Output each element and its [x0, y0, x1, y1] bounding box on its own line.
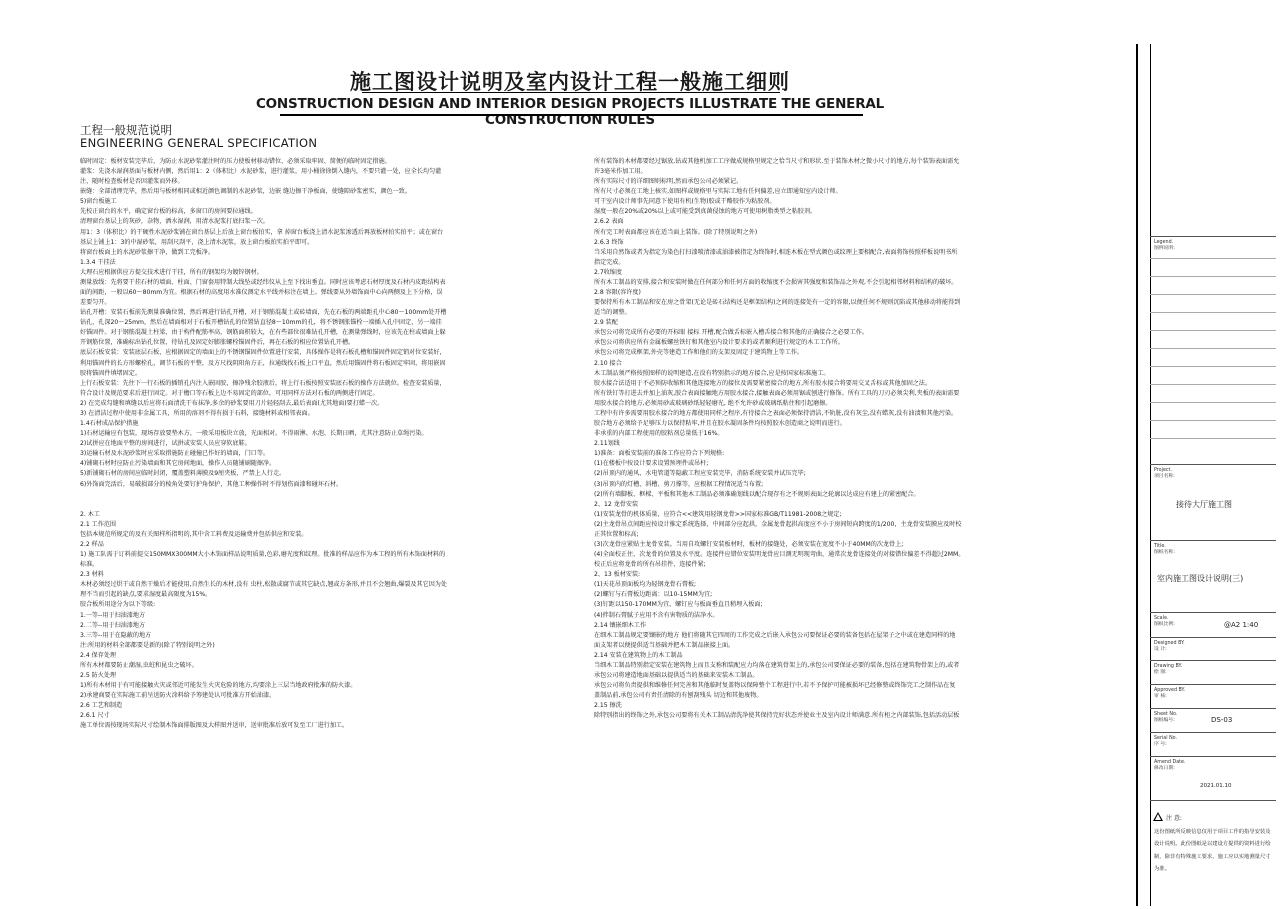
spec-line: 2.2 样品: [80, 540, 104, 548]
spec-text-left-column: [80, 157, 572, 847]
spec-line: 2)承建商要在实际施工前呈送防火涂料给予筹建处认可批准方开始油漆。: [80, 692, 276, 700]
spec-line: 2) 在完成勾缝和填缝以后应将石面清洗干布抹净,多余的砂浆要用刀片轻轻刮去,最后表面(尤其地面)要打蜡一次。: [80, 399, 384, 407]
spec-line: 临时固定：板材安装完毕后，为防止水泥砂浆灌注时的压力使板材移动错位，必须采取牢固、简便的临时固定措施。: [80, 158, 391, 165]
spec-line: 2、13 板材安装:: [594, 571, 641, 579]
spec-line: 承包公司将完成框架,外壳等建造工作和他们的支架及固定于建筑物上等工作。: [594, 349, 804, 357]
spec-text-right-column: [594, 157, 1076, 847]
legend-label: Legend.: [1154, 240, 1174, 245]
title-block-divider: [1150, 756, 1276, 757]
title-english-underline: [280, 114, 863, 116]
spec-line: 1)所有木材用于有可能接触火灾或邻近可能发生火灾危险的地方,均要涂上三层当地政府批准的防火漆。: [80, 682, 357, 690]
spec-line: 2.6.1 尺寸: [80, 712, 110, 720]
section-heading: 工程一般规范说明: [80, 123, 172, 137]
spec-line: 胶将锚固件填堵固定。: [80, 369, 141, 377]
legend-row-line: [1150, 420, 1276, 421]
amend-date: 2021.01.10: [1200, 783, 1232, 789]
spec-line: 嵌缝：全部清理完毕，然后用与板材相同或相近颜色调制的水泥砂浆，边嵌 缝边擦干净板面，使缝隙砂浆密实，颜色一致。: [80, 188, 411, 196]
spec-line: 3.三等--用于在隐蔽的地方: [80, 631, 152, 639]
amend-date-label: Amend Date.: [1154, 760, 1186, 765]
legend-row-line: [1150, 258, 1276, 259]
spec-line: 当细木工制品特别指定安装在建筑物上而且支称和装配应力均落在建筑骨架上的,承包公司要保证必要的装备,包括在建筑物骨架上的,或者: [594, 661, 960, 669]
spec-line: 清理窗台基层上的灰砂，杂物，洒水湿润，用清水泥浆打底扫浆一次。: [80, 218, 269, 226]
approved-label: Approved BY.: [1154, 688, 1186, 693]
spec-line: 许3毫米作加工用。: [594, 168, 647, 176]
spec-line: 在细木工制品规定要镶嵌的地方 他们将随其它四周的工作完成之后嵌入承包公司要保证必要的装备包括在屋架子之中或在建造同样的地: [594, 631, 956, 639]
note-title: 注 意:: [1166, 815, 1182, 822]
title-block-divider: [1150, 540, 1276, 541]
spec-line: 所有实际尺寸的详细图则标明,然而承包公司必须紧记。: [594, 178, 743, 186]
sheet-number: DS-03: [1211, 716, 1233, 724]
spec-line: 可干室内设计师事先同意下使用有机(生物)胶或干酪胶作为粘胶剂。: [594, 198, 776, 206]
legend-row-line: [1150, 402, 1276, 403]
spec-line: 好锚固件。对于钢筋混凝土柱梁，由于构件配筋率高，钢筋面积较大，在有些部位很难钻孔开槽，在测量弹线时，应该先在柱或墙面上躲: [80, 329, 446, 337]
project-label: Project.: [1154, 468, 1172, 473]
spec-line: 正其位置和标高;: [594, 530, 639, 538]
spec-line: 2.3 材料: [80, 571, 104, 579]
spec-line: 面的间距，一般以60～80mm为宜。根据石材的高度用水准仪测定水平线并标注在墙上。弹线要从外墙饰面中心向两侧及上下分格，误: [80, 289, 443, 297]
spec-line: (4)拌制石膏腻子应用不含有害物质的洁净水。: [594, 611, 719, 619]
spec-line: 所有木工制品的安排,接合和安装时做在任何部分和任何方面的收缩度不会损害其强度和装饰品之外观,不会引起相邻材料和结构的破坏。: [594, 278, 958, 286]
spec-line: 2.6 工艺和制造: [80, 702, 123, 710]
spec-line: 将窗台板面上的水泥砂浆擦干净，做到工完板净。: [80, 248, 215, 256]
amend-date-label-cn: 修改日期:: [1154, 766, 1175, 771]
designed-label: Designed BY.: [1154, 641, 1185, 646]
spec-line: 用胶水接合的地方,必须用砂或玻璃砂纸轻轻磨光, 绝不允许砂或玻璃纸粘住和引起磨擦。: [594, 399, 832, 407]
spec-line: 指定完成。: [594, 258, 625, 266]
spec-line: 1.一等--用于扫油漆地方: [80, 611, 146, 619]
spec-line: 2.8 容限(容许度): [594, 289, 641, 297]
serial-label: Serial No.: [1154, 736, 1178, 741]
spec-line: [80, 500, 572, 510]
spec-line: (2)主龙骨吊点间距应按设计推定系统选择，中间部分应起拱，金属龙骨起拱高度应不小于房间短向跨度的1/200，主龙骨安装膜应及时校: [594, 520, 962, 528]
spec-line: 所有铁钉等打进去并加上油灰,胶合表面接触地方用胶水接合,接触表面必须用锯或刨进行修饰。所有工具的刀刃必须尖利,夹板的表面需要: [594, 389, 960, 397]
title-block-divider: [1150, 637, 1276, 638]
spec-line: 利用锚固件的长方形螺栓孔，调节石板的平整，及方尺找阴阳角方正，拉通线找石板上口平直，然后用锚固件将石板固定牢固，将用嵌固: [80, 359, 446, 367]
spec-line: 非承重的内部工程使用的胶粘剂总量低于16%。: [594, 430, 724, 438]
legend-row-line: [1150, 312, 1276, 313]
page-title: 施工图设计说明及室内设计工程一般施工细则: [350, 70, 790, 94]
spec-line: 所有完工时表面都应该在适当面上装饰。(除了特别说明之外): [594, 228, 758, 236]
spec-line: (3)吊顶内的灯槽、斜槽、剪刀撑等，应根据工程情况适当布置;: [594, 480, 764, 488]
approved-label-cn: 审 核:: [1154, 694, 1167, 699]
page-title-english: CONSTRUCTION DESIGN AND INTERIOR DESIGN PROJECTS ILLUSTRATE THE GENERAL CONSTRUCTION RULES: [255, 96, 885, 128]
spec-line: 适当的调整。: [594, 309, 631, 317]
spec-line: 开钢筋位置，准确标出钻孔位置，待钻孔及固定好膨胀螺栓锚固件后，再在石板的相应位置钻孔开槽。: [80, 339, 355, 347]
spec-line: 2.1 工作范围: [80, 520, 117, 528]
spec-line: 2.10 接合: [594, 359, 622, 367]
legend-row-line: [1150, 276, 1276, 277]
spec-line: 基层上铺上1：3的中湿砂浆，用刮尺刮平，浇上清水泥浆，放上窗台板拍实拍平即可。: [80, 238, 314, 246]
spec-line: 底层石板安装：安装底层石板，应根据固定的墙面上的不锈钢锚固件位置进行安装，具体操作是将石板孔槽和锚固件固定销对位安装好，: [80, 349, 446, 357]
spec-line: 2.14 镶嵌细木工作: [594, 621, 647, 629]
spec-line: (2)吊顶内的通风、水电管道等隐蔽工程应安装完毕，消防系统安装并试压完毕;: [594, 470, 806, 478]
spec-line: 测量放线：先将要干挂石材的墙面、柱面、门窗套用特制大线坠或经纬仪从上至下找出垂直。同时应该考虑石材厚度及石材内皮距结构表: [80, 278, 446, 286]
spec-line: 木材必须经过烘干或自然干燥后才能使用,自然生长的木材,没有 虫柱,松散或腐节或其它缺点,翘或方条形,并且不会翘曲,爆裂及其它因为处: [80, 581, 447, 589]
drawing-by-label-cn: 绘 图:: [1154, 670, 1167, 675]
spec-line: 1)石材运输应有包装，现场存放要垫木方，一般采用板块立放，光面相对。不得雨淋、水泡、长期日晒，尤其注意防止草绳污染。: [80, 430, 428, 438]
title-underline: [362, 92, 780, 93]
title-label: Title.: [1154, 544, 1166, 549]
spec-line: 面支架者以便提供适当基础并把木工制品嵌接上面。: [594, 641, 735, 649]
spec-line: 工程中有许多需要用胶水接合的地方都使用同样之程序,有待接合之表面必须保持清洁,不轨脏,没有灰尘,没有蜡灰,没有油渍和其他污染。: [594, 409, 958, 417]
spec-line: (4)全面校正住、次龙骨的位置及水平度。连接件应错位安装明龙骨应目测无明现弯曲，通常次龙骨连接处的对接错位偏差不得超过2MM。: [594, 551, 965, 559]
spec-line: 承包公司将建造地面基础以提供适当的基础来安装木工制品。: [594, 671, 759, 679]
legend-row-line: [1150, 294, 1276, 295]
spec-line: [80, 490, 572, 500]
spec-line: 校正后应将龙骨的所有吊挂件、连接件紧;: [594, 561, 706, 569]
title-block-divider: [1150, 464, 1276, 465]
spec-line: 所有木材都要防止潮湿,虫蛀和昆虫之破坏。: [80, 661, 198, 669]
spec-line: 胶合板所用途分为以下等级:: [80, 601, 156, 609]
spec-line: 木工制品须严格按照图样的说明建造,在没有特别指示的地方接合,应是按国家标准施工。: [594, 369, 830, 377]
scale-label: Scale.: [1154, 616, 1169, 621]
drawing-title: 室内施工图设计说明(三): [1157, 574, 1244, 583]
spec-line: 所有尺寸必须在工地上核实,如图样或规格里与实际工地有任何偏差,应立即通知室内设计师。: [594, 188, 842, 196]
legend-row-line: [1150, 384, 1276, 385]
spec-line: 承包公司将负责提供和维修任何完善和其他临时复盖物以保障整个工程进行中,若不予保护可能被损坏已经修整或终饰完工之制作品在复: [594, 682, 956, 690]
spec-line: 用1：3（体积比）的干硬性水泥砂浆铺在窗台基层上后放上窗台板拍实，拿 掉窗台板浇上清水泥浆渗透后再放板材拍实拍平；或在窗台: [80, 228, 444, 236]
spec-line: 2. 木工: [80, 510, 100, 518]
title-block-divider: [1150, 732, 1276, 733]
spec-line: (1)在楼板中按设计要求设置预埋件或吊杆;: [594, 460, 709, 468]
spec-line: 2.5 防火处理: [80, 671, 117, 679]
spec-line: 包括本规范所规定的及有关图样所指明的,其中含工料费及运输费并包括供应和安装。: [80, 530, 308, 538]
spec-line: 符合设计及规范要求后进行固定。对于檐口等石板上边不易固定的部位，可用同样方法对石板的两侧进行固定。: [80, 389, 379, 397]
spec-line: 1)准备：面板安装前的准备工作应符合下列规格:: [594, 450, 725, 458]
spec-line: 1.4石材成品保护措施: [80, 420, 139, 428]
spec-line: 差要匀开。: [80, 299, 111, 307]
spec-line: (1)天花吊顶面板均为轻钢龙骨石膏板;: [594, 581, 697, 589]
spec-line: 灌浆：先浇水湿润基面与板材内侧，然后用1：2（体积比）水泥砂浆，进行灌浆，用小桶徐徐倒入缝内，不要只灌一处，应全长均匀灌: [80, 168, 442, 176]
title-label-cn: 图纸名称:: [1154, 550, 1175, 555]
project-name: 接待大厅施工图: [1176, 500, 1232, 509]
spec-line: 湿度一般在20%或20%以上或可能受到真菌侵蚀的地方可使用树脂类型之粘胶剂。: [594, 208, 817, 216]
legend-row-line: [1150, 330, 1276, 331]
spec-line: 所有装饰的木材都要经过锯放,钻或其他机加工工序做成规格里规定之恰当尺寸和形状.至于装饰木材之微小尺寸的地方,每个装饰表面需允: [594, 158, 960, 165]
spec-line: (3)钉距以150-170MM为宜，螺钉应与板面垂直且稍埋入板面;: [594, 601, 763, 609]
spec-line: (2)所有墙脚板、框樑、平板和其他木工制品必须准确划线以配合现存有之不规则表面之轮廓以达成应有建上的紧密配合。: [594, 490, 920, 498]
scale-value: @A2 1:40: [1224, 621, 1259, 629]
title-block-divider: [1150, 800, 1276, 801]
spec-line: 钻孔开槽：安装石板前先测量准确位置，然后再进行钻孔开槽，对于钢筋混凝土或砖墙面，先在石板的两端距孔中心80～100mm处开槽: [80, 309, 447, 317]
drawing-by-label: Drawing BY.: [1154, 664, 1182, 669]
spec-line: 注，随时检查板材是否因灌浆而外移。: [80, 178, 184, 186]
spec-line: 2.6.2 表面: [594, 218, 624, 226]
spec-line: 2、12 龙骨安装: [594, 500, 639, 508]
legend-label-cn: 图例说明:: [1154, 246, 1175, 251]
legend-row-line: [1150, 348, 1276, 349]
spec-line: 注:所用的材料全部都要是新的(除了特别说明之外): [80, 641, 215, 649]
title-block-divider: [1150, 684, 1276, 685]
spec-line: 3)运输石材及水泥砂浆时应采取措施防止碰撞已作好的墙面，门口等。: [80, 450, 270, 458]
spec-line: 盖制品前,承包公司有责任清除的有刨刮残头 切边和其他废物。: [594, 692, 763, 700]
scale-label-cn: 图纸比例:: [1154, 622, 1175, 627]
project-label-cn: 项目名称:: [1154, 474, 1175, 479]
designed-label-cn: 设 计:: [1154, 647, 1167, 652]
spec-line: 大理石应根据供应方提交技术进行干挂，所有的钢架均为镀锌钢材。: [80, 268, 263, 276]
spec-line: 要保持所有木工制品和安在房之骨架(无论是砖石结构还是框架结构)之间的连接处有一定的容限,以便任何不规则沉陷或其他移动将能得到: [594, 299, 961, 307]
spec-line: 上行石板安装：先往下一行石板的插销孔内注入嵌固胶，擦净残余胶液后，将上行石板按照安装底石板的操作方法就位。检查安装质量，: [80, 379, 446, 387]
spec-line: (1)安装龙骨的机体质量，应符合<<建筑用轻钢龙骨>>国家标准GB/T11981-2008之规定;: [594, 510, 842, 518]
spec-line: 1.3.4 干挂法: [80, 258, 116, 266]
spec-line: 胶水接合法适用于不必预防收缩和其他连接地方的接位及需要紧密接合的地方,所有胶水接合将要用交叉舌标或其他加固之法。: [594, 379, 932, 387]
section-heading-english: ENGINEERING GENERAL SPECIFICATION: [80, 136, 318, 150]
legend-row-line: [1150, 438, 1276, 439]
serial-label-cn: 序 号:: [1154, 742, 1167, 747]
spec-line: 胶合地方必须给予足够压力以保持粘牢,并且在胶水凝固条件均按照胶水创造商之说明而进行。: [594, 420, 846, 428]
sheet-number-label: Sheet No.: [1154, 712, 1178, 717]
spec-line: 1) 施工队需于订料前提交150MMX300MM大小木饰面样品说明质量,色彩,磨光度和纹理。批准的样品应作为本工程的所有木饰面材料的: [80, 551, 446, 559]
spec-line: 5)新铺砌石材的房间应临时封闭，覆盖塑料薄膜及9厘夹板，严禁上人行走。: [80, 470, 286, 478]
title-block-divider: [1150, 612, 1276, 613]
spec-line: 2)试拼应在地面平整的房间进行，试拼或安装人员应穿软底鞋。: [80, 440, 251, 448]
sheet-number-label-cn: 图纸编号:: [1154, 718, 1175, 723]
spec-line: 2.15 擦洗: [594, 702, 622, 710]
spec-line: 先校正窗台的水平，确定窗台板的标高，多窗口的房间要拉通线。: [80, 208, 257, 216]
spec-line: (2)螺钉与石膏板边距离：以10-15MM为宜;: [594, 591, 713, 599]
spec-line: 2.4 保存处理: [80, 651, 117, 659]
spec-line: 钻孔，孔深20～25mm，然后在墙面相对于石板开槽钻孔的位置钻直径8～10mm的孔，将不锈钢胀锚栓一端插入孔中固定，另一端挂: [80, 319, 442, 327]
spec-line: 除特别指出的终饰之外,承包公司要将有关木工制品清洗净使其保持完好状态并使业主及室内设计师满意.所有柜之内部装饰,包括活动层板: [594, 712, 960, 720]
warning-icon: [1153, 812, 1163, 821]
spec-line: 2.7收缩度: [594, 268, 622, 276]
spec-line: 施工单位需按现场实际尺寸绘制木饰面排版图及大样图并送审，送审批准后放可发至工厂进行加工。: [80, 722, 349, 730]
spec-line: 6)外饰面完活后，易破损部分的棱角处要钉护角保护，其他工种操作时不得划伤面漆和碰坏石材。: [80, 480, 343, 488]
spec-line: 当采用自然饰或者为指定为染色打扫漆喷清漆或油漆被指定为终饰时,相连木板在型式颜色或纹理上要相配合,表面将饰按照样板说明书所: [594, 248, 958, 256]
spec-line: (3)次龙骨应紧贴主龙骨安装。当用自攻螺钉安装板材时，板材的接缝处，必须安装在宽度不小于40MM的次龙骨上;: [594, 540, 904, 548]
spec-line: 3) 在清洁过程中使用非金属工具，所用的溶剂不得有损于石料，接缝材料或相邻表面。: [80, 409, 314, 417]
spec-line: 标准。: [80, 561, 99, 569]
spec-line: 2.二等--用于扫油漆地方: [80, 621, 146, 629]
title-block-divider: [1150, 708, 1276, 709]
note-body: 这份图纸所反映信息仅用于项目工作的指导安装及设计说明。此份图纸是以建设方提供的资料进行绘制，除非有特殊施工要求，施工应以实地测量尺寸为准。: [1154, 829, 1271, 872]
spec-line: 2.9 装配: [594, 319, 618, 327]
spec-line: 2.14 安装在建筑物上的木工制品: [594, 651, 683, 659]
spec-line: 承包公司将供应所有金属板螺丝铁钉和其他室内设计要求的或者顺利进行规定的木工工作所。: [594, 339, 844, 347]
spec-line: 5)窗台板施工: [80, 198, 117, 206]
legend-row-line: [1150, 366, 1276, 367]
spec-line: 2.6.3 终饰: [594, 238, 624, 246]
spec-line: 2.11划线: [594, 440, 620, 448]
title-block-divider: [1150, 660, 1276, 661]
spec-line: 理不当而引起的缺点,要求湿度最高限度为15%。: [80, 591, 212, 599]
title-block-divider: [1150, 236, 1276, 237]
spec-line: 承包公司将完成所有必要的开标眼 接标 开槽,配合做舌标嵌入槽舌接合和其他的正确接合之必要工作。: [594, 329, 868, 337]
spec-line: 4)铺砌石材时应防止污染墙面和其它房间地面，操作人员随铺刷随擦净。: [80, 460, 276, 468]
